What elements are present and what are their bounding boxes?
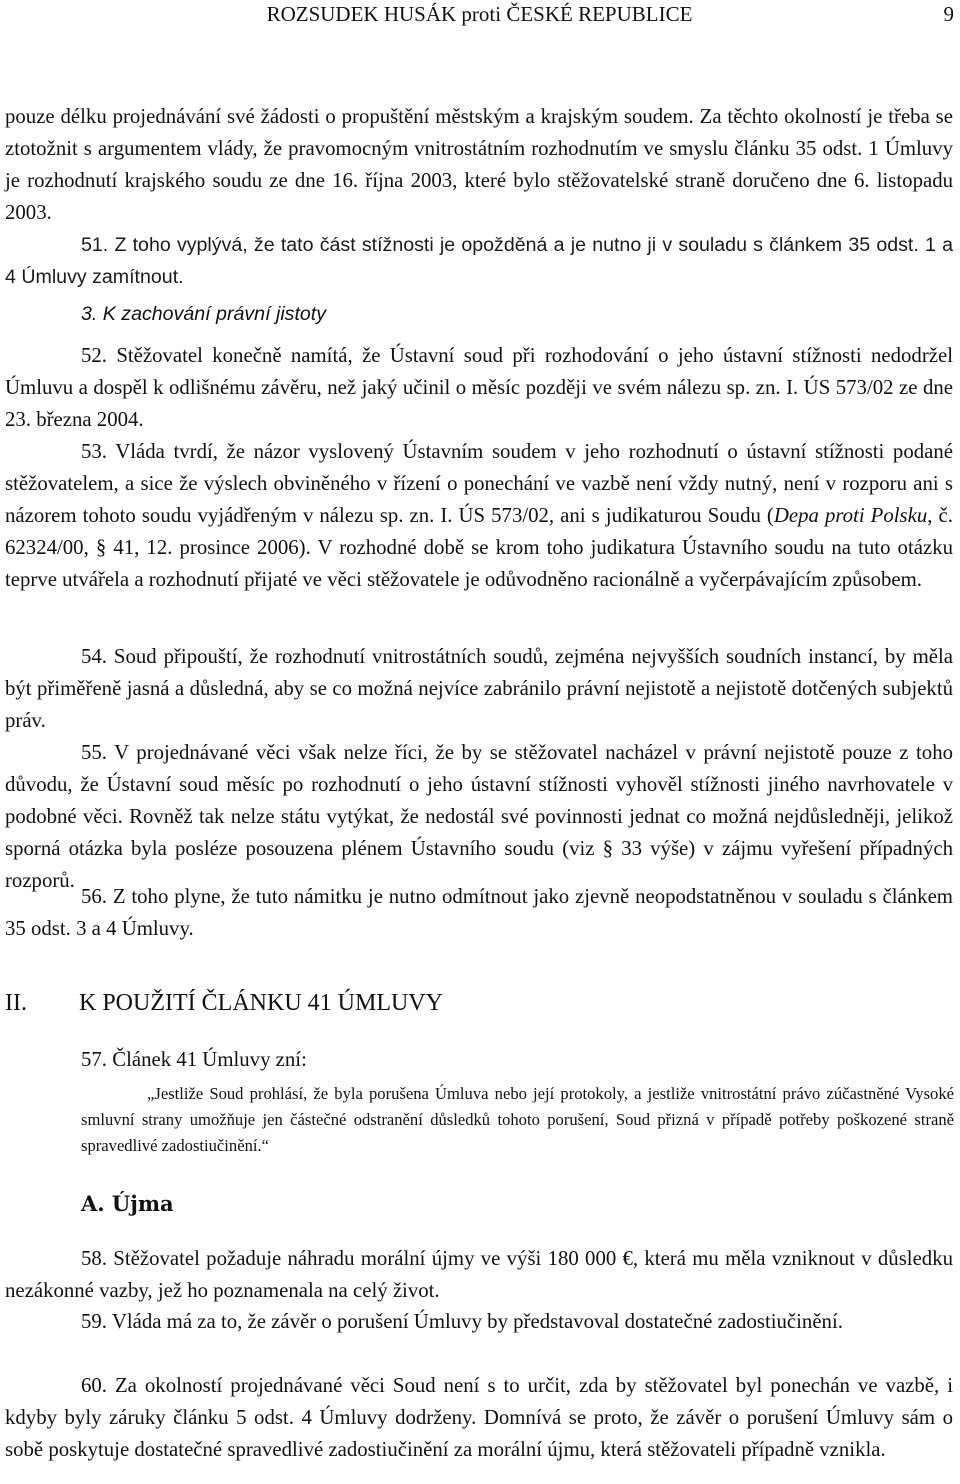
paragraph-52: [5, 340, 953, 436]
paragraph-text: 54. Soud připouští, že rozhodnutí vnitrostátních soudů, zejména nejvyšších soudních instancí, by měla být přiměřeně jasná a důsledná, aby se co možná nejvíce zabránilo právní nejistotě a nejistotě dotčených subjektů práv.: [5, 645, 953, 732]
section-heading: [5, 983, 905, 1023]
paragraph-58: [5, 1243, 953, 1307]
paragraph-text: , č. 62324/00, § 41, 12. prosince 2006). V rozhodné době se krom toho judikatura Ústavního soudu na tuto otázku teprve utvářela a rozhodnutí přijaté ve věci stěžovatele je odůvodněno racionálně a vyčerpávajícím způsobem.: [5, 504, 953, 591]
section-number: II.: [5, 990, 27, 1016]
section-title: K POUŽITÍ ČLÁNKU 41 ÚMLUVY: [79, 990, 443, 1016]
paragraph-60: [5, 1370, 953, 1466]
paragraph-text: 56. Z toho plyne, že tuto námitku je nutno odmítnout jako zjevně neopodstatněnou v souladu s článkem 35 odst. 3 a 4 Úmluvy.: [5, 885, 953, 940]
running-header: [5, 2, 954, 28]
paragraph-59: [5, 1306, 953, 1338]
paragraph-text: 58. Stěžovatel požaduje náhradu morální újmy ve výši 180 000 €, která mu měla vzniknout v důsledku nezákonné vazby, jež ho poznamenala na celý život.: [5, 1247, 953, 1302]
paragraph-text: 59. Vláda má za to, že závěr o porušení Úmluvy by představoval dostatečné zadostiučinění.: [81, 1310, 843, 1333]
paragraph-56: [5, 881, 953, 945]
paragraph-53: [5, 436, 953, 596]
subsection-heading-3: 3. K zachování právní jistoty: [81, 303, 327, 325]
page-number: 9: [943, 2, 954, 26]
article-41-quote: [81, 1081, 954, 1159]
paragraph-51: [5, 229, 953, 293]
paragraph-text: 55. V projednávané věci však nelze říci, že by se stěžovatel nacházel v právní nejistotě pouze z toho důvodu, že Ústavní soud měsíc po rozhodnutí o jeho ústavní stížnosti vyhověl stížnosti jiného navrhovatele v podobné věci. Rovněž tak nelze státu vytýkat, že nedostál své povinnosti jednat co možná nejdůsledněji, jelikož sporná otázka byla posléze posouzena plénem Ústavního soudu (viz § 33 výše) v zájmu vyřešení případných rozporů.: [5, 741, 953, 892]
case-name: Depa proti Polsku: [773, 504, 928, 527]
paragraph-text: 60. Za okolností projednávané věci Soud není s to určit, zda by stěžovatel byl ponechán ve vazbě, i kdyby byly záruky článku 5 odst. 4 Úmluvy dodrženy. Domnívá se proto, že závěr o porušení Úmluvy sám o sobě poskytuje dostatečné spravedlivé zadostiučinění za morální újmu, která stěžovateli případně vznikla.: [5, 1374, 953, 1461]
paragraph-text: pouze délku projednávání své žádosti o propuštění městským a krajským soudem. Za těchto okolností je třeba se ztotožnit s argumentem vlády, že pravomocným vnitrostátním rozhodnutím ve smyslu článku 35 odst. 1 Úmluvy je rozhodnutí krajského soudu ze dne 16. října 2003, které bylo stěžovatelské straně doručeno dne 6. listopadu 2003.: [5, 105, 953, 224]
running-header-title: ROZSUDEK HUSÁK proti ČESKÉ REPUBLICE: [266, 2, 693, 26]
paragraph-54: [5, 641, 953, 737]
paragraph-55: [5, 737, 953, 897]
paragraph-text: 51. Z toho vyplývá, že tato část stížnosti je opožděná a je nutno ji v souladu s článkem 35 odst. 1 a 4 Úmluvy zamítnout.: [5, 234, 953, 288]
paragraph-text: 57. Článek 41 Úmluvy zní:: [81, 1048, 307, 1071]
paragraph-50-continued: [5, 101, 953, 229]
subheading-a: A. Újma: [81, 1191, 174, 1216]
paragraph-text: 53. Vláda tvrdí, že názor vyslovený Ústavním soudem v jeho rozhodnutí o ústavní stížnosti podané stěžovatelem, a sice že výslech obviněného v řízení o ponechání ve vazbě není vždy nutný, není v rozporu ani s názorem tohoto soudu vyjádřeným v nálezu sp. zn. I. ÚS 573/02, ani s judikaturou Soudu (: [5, 440, 953, 527]
paragraph-text: 52. Stěžovatel konečně namítá, že Ústavní soud při rozhodování o jeho ústavní stížnosti nedodržel Úmluvu a dospěl k odlišnému závěru, než jaký učinil o měsíc později ve svém nálezu sp. zn. I. ÚS 573/02 ze dne 23. března 2004.: [5, 344, 953, 431]
paragraph-57: [5, 1044, 953, 1076]
quote-text: „Jestliže Soud prohlásí, že byla porušena Úmluva nebo její protokoly, a jestliže vnitrostátní právo zúčastněné Vysoké smluvní strany umožňuje jen částečné odstranění důsledků tohoto porušení, Soud přizná v případě potřeby poškozené straně spravedlivé zadostiučinění.“: [81, 1084, 954, 1155]
